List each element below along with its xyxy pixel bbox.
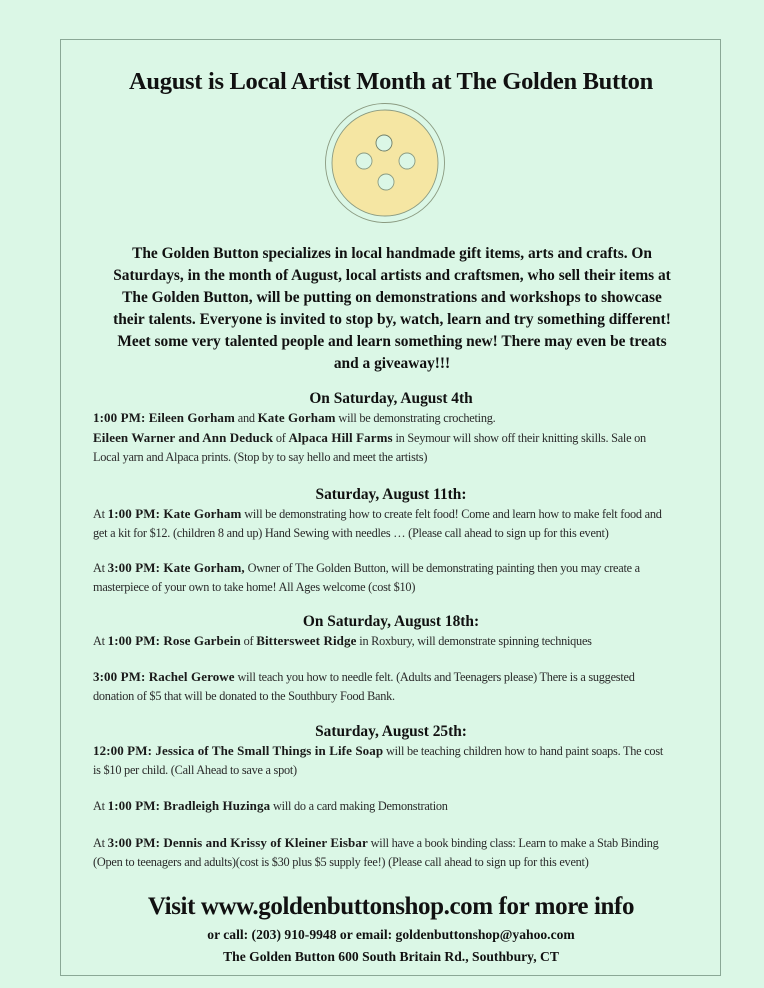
event-text: At bbox=[93, 507, 108, 521]
event-highlight: 1:00 PM: Kate Gorham bbox=[107, 506, 242, 521]
event-line bbox=[93, 504, 703, 524]
event-entry bbox=[93, 741, 703, 780]
event-highlight: Eileen Warner and Ann Deduck bbox=[93, 430, 274, 445]
website-line: Visit www.goldenbuttonshop.com for more info bbox=[147, 893, 635, 920]
event-text: At bbox=[93, 836, 108, 850]
event-line bbox=[93, 631, 703, 651]
day-heading: On Saturday, August 18th: bbox=[302, 613, 480, 630]
event-line bbox=[93, 558, 703, 578]
event-text: of bbox=[273, 431, 289, 445]
event-line bbox=[93, 448, 703, 467]
event-line bbox=[93, 667, 703, 687]
event-line bbox=[93, 853, 703, 872]
event-entry bbox=[93, 833, 703, 872]
event-text: Local yarn and Alpaca prints. (Stop by to say hello and meet the artists) bbox=[93, 450, 428, 464]
button-hole-bottom bbox=[378, 174, 394, 190]
event-text: will have a book binding class: Learn to make a Stab Binding bbox=[367, 836, 659, 850]
intro-line: and a giveaway!!! bbox=[333, 355, 451, 372]
event-line bbox=[93, 761, 703, 780]
event-highlight: 3:00 PM: Kate Gorham, bbox=[107, 560, 245, 575]
contact-line: or call: (203) 910-9948 or email: goldenbuttonshop@yahoo.com bbox=[207, 927, 575, 942]
intro-line: The Golden Button specializes in local handmade gift items, arts and crafts. On bbox=[132, 245, 652, 262]
event-line bbox=[93, 687, 703, 706]
event-text: of bbox=[240, 634, 257, 648]
day-heading: Saturday, August 11th: bbox=[315, 486, 467, 503]
event-text: will be teaching children how to hand paint soaps. The cost bbox=[383, 744, 664, 758]
event-text: will be demonstrating crocheting. bbox=[335, 411, 496, 425]
event-text: (Open to teenagers and adults)(cost is $30 plus $5 supply fee!) (Please call ahead to sign up for this event) bbox=[93, 855, 589, 869]
event-text: get a kit for $12. (children 8 and up) Hand Sewing with needles … (Please call ahead to sign up for this event) bbox=[93, 526, 609, 540]
event-highlight: Kate Gorham bbox=[257, 410, 336, 425]
address-line: The Golden Button 600 South Britain Rd., Southbury, CT bbox=[223, 949, 559, 964]
event-text: At bbox=[93, 561, 108, 575]
event-text: will teach you how to needle felt. (Adults and Teenagers please) There is a suggested bbox=[234, 670, 635, 684]
event-highlight: Bittersweet Ridge bbox=[256, 633, 357, 648]
event-highlight: 1:00 PM: Rose Garbein bbox=[107, 633, 241, 648]
event-highlight: Alpaca Hill Farms bbox=[288, 430, 393, 445]
event-entry bbox=[93, 631, 703, 651]
intro-paragraph bbox=[92, 243, 692, 375]
event-line bbox=[93, 578, 703, 597]
intro-line: Meet some very talented people and learn something new! There may even be treats bbox=[117, 333, 667, 350]
event-text: masterpiece of your own to take home! All Ages welcome (cost $10) bbox=[93, 580, 416, 594]
button-face bbox=[332, 110, 438, 216]
event-text: in Seymour will show off their knitting skills. Sale on bbox=[392, 431, 646, 445]
event-highlight: 3:00 PM: Rachel Gerowe bbox=[93, 669, 235, 684]
event-text: Owner of The Golden Button, will be demonstrating painting then you may create a bbox=[244, 561, 640, 575]
event-text: and bbox=[234, 411, 258, 425]
event-line bbox=[93, 796, 703, 816]
day-heading: On Saturday, August 4th bbox=[309, 390, 473, 407]
event-text: donation of $5 that will be donated to the Southbury Food Bank. bbox=[93, 689, 395, 703]
event-line bbox=[93, 408, 703, 428]
event-text: At bbox=[93, 799, 108, 813]
intro-line: Saturdays, in the month of August, local artists and craftsmen, who sell their items at bbox=[113, 267, 671, 284]
button-icon bbox=[324, 102, 446, 224]
event-entry bbox=[93, 796, 703, 816]
event-entry bbox=[93, 667, 703, 706]
intro-line: their talents. Everyone is invited to stop by, watch, learn and try something different! bbox=[113, 311, 671, 328]
event-highlight: 12:00 PM: Jessica of The Small Things in Life Soap bbox=[93, 743, 384, 758]
event-entry bbox=[93, 558, 703, 597]
event-text: will be demonstrating how to create felt food! Come and learn how to make felt food and bbox=[241, 507, 662, 521]
event-highlight: 1:00 PM: Bradleigh Huzinga bbox=[107, 798, 271, 813]
event-line bbox=[93, 428, 703, 448]
event-line bbox=[93, 833, 703, 853]
day-heading: Saturday, August 25th: bbox=[315, 723, 467, 740]
event-text: in Roxbury, will demonstrate spinning techniques bbox=[356, 634, 592, 648]
event-line bbox=[93, 524, 703, 543]
button-hole-top bbox=[376, 135, 392, 151]
event-highlight: 1:00 PM: Eileen Gorham bbox=[93, 410, 235, 425]
event-highlight: 3:00 PM: Dennis and Krissy of Kleiner Eisbar bbox=[107, 835, 368, 850]
intro-line: The Golden Button, will be putting on demonstrations and workshops to showcase bbox=[122, 289, 662, 306]
event-text: will do a card making Demonstration bbox=[270, 799, 448, 813]
flyer-title: August is Local Artist Month at The Golden Button bbox=[129, 68, 653, 95]
event-text: At bbox=[93, 634, 108, 648]
event-line bbox=[93, 741, 703, 761]
event-entry bbox=[93, 504, 703, 543]
event-text: is $10 per child. (Call Ahead to save a spot) bbox=[93, 763, 297, 777]
button-hole-left bbox=[356, 153, 372, 169]
event-entry bbox=[93, 408, 703, 467]
button-hole-right bbox=[399, 153, 415, 169]
